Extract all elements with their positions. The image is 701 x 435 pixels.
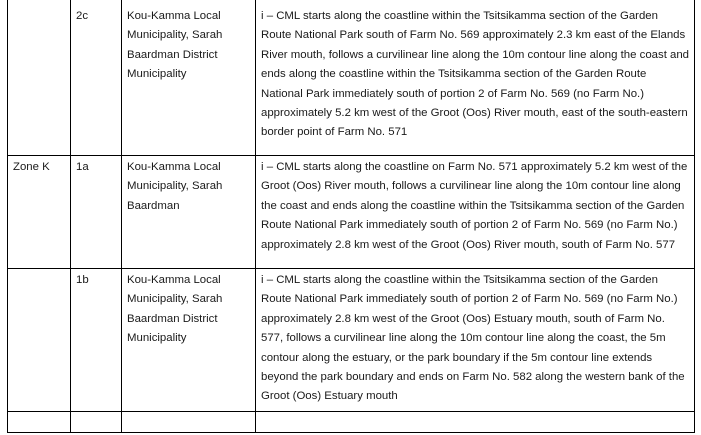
area-cell: 1a bbox=[71, 156, 122, 269]
area-cell: 1b bbox=[71, 269, 122, 412]
table-row bbox=[8, 0, 695, 156]
coastal-management-line-table bbox=[7, 0, 695, 433]
area-cell bbox=[71, 411, 122, 432]
table-row bbox=[8, 156, 695, 269]
municipality-cell: Kou-Kamma Local Municipality, Sarah Baardman District Municipality bbox=[122, 0, 256, 156]
table-row-partial bbox=[8, 411, 695, 432]
description-cell: i – CML starts along the coastline within the Tsitsikamma section of the Garden Route National Park immediately south of portion 2 of Farm No. 569 (no Farm No.) approximately 2.8 km west of the Groot (Oos) Estuary mouth, south of Farm No. 577, follows a curvilinear line along the 10m contour line along the coast, the 5m contour along the estuary, or the park boundary if the 5m contour line extends beyond the park boundary and ends on Farm No. 582 along the western bank of the Groot (Oos) Estuary mouth bbox=[256, 269, 695, 412]
zone-cell: Zone K bbox=[8, 156, 71, 269]
municipality-cell: Kou-Kamma Local Municipality, Sarah Baardman District Municipality bbox=[122, 269, 256, 412]
municipality-cell bbox=[122, 411, 256, 432]
table-row bbox=[8, 269, 695, 412]
area-cell: 2c bbox=[71, 0, 122, 156]
zone-cell bbox=[8, 269, 71, 412]
description-cell bbox=[256, 411, 695, 432]
zone-cell bbox=[8, 0, 71, 156]
description-cell: i – CML starts along the coastline on Farm No. 571 approximately 5.2 km west of the Groot (Oos) River mouth, follows a curvilinear line along the 10m contour line along the coast and ends along the coastline within the Tsitsikamma section of the Garden Route National Park immediately south of portion 2 of Farm No. 569 (no Farm No.) approximately 2.8 km west of the Groot (Oos) River mouth, south of Farm No. 577 bbox=[256, 156, 695, 269]
municipality-cell: Kou-Kamma Local Municipality, Sarah Baardman bbox=[122, 156, 256, 269]
zone-cell bbox=[8, 411, 71, 432]
description-cell: i – CML starts along the coastline within the Tsitsikamma section of the Garden Route National Park south of Farm No. 569 approximately 2.3 km east of the Elands River mouth, follows a curvilinear line along the 10m contour line along the coast and ends along the coastline within the Tsitsikamma section of the Garden Route National Park immediately south of portion 2 of Farm No. 569 (no Farm No.) approximately 5.2 km west of the Groot (Oos) River mouth, east of the south-eastern border point of Farm No. 571 bbox=[256, 0, 695, 156]
